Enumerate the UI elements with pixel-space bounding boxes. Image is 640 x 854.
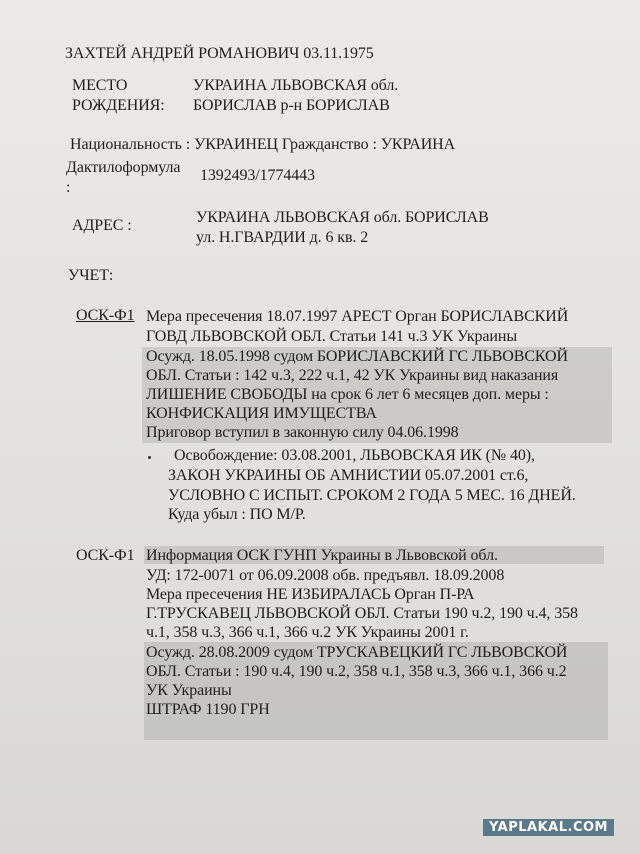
- record2-line: Информация ОСК ГУНП Украины в Львовской обл.: [146, 547, 498, 564]
- bullet-dot: [148, 456, 151, 459]
- record1-release-line: Куда убыл : ПО М/Р.: [168, 506, 306, 523]
- record2-line: ШТРАФ 1190 ГРН: [146, 701, 270, 718]
- site-watermark: YAPLAKAL.COM: [483, 819, 614, 836]
- birthplace-label-line2: РОЖДЕНИЯ:: [72, 97, 165, 114]
- record1-line: Осужд. 18.05.1998 судом БОРИСЛАВСКИЙ ГС ЛЬВОВСКОЙ: [146, 348, 568, 365]
- record1-release-line: Освобождение: 03.08.2001, ЛЬВОВСКАЯ ИК (№ 40),: [174, 447, 535, 464]
- record2-line: ч.1, 358 ч.3, 366 ч.1, 366 ч.2 УК Украины 2001 г.: [146, 624, 469, 641]
- birthplace-value-line2: БОРИСЛАВ р-н БОРИСЛАВ: [193, 97, 390, 114]
- address-label: АДРЕС :: [72, 217, 132, 234]
- record1-line: Мера пресечения 18.07.1997 АРЕСТ Орган БОРИСЛАВСКИЙ: [146, 308, 569, 325]
- record-label: УЧЕТ:: [68, 267, 114, 284]
- record2-line: УК Украины: [146, 682, 232, 699]
- record2-code: ОСК-Ф1: [76, 547, 135, 564]
- dactyl-label-line2: :: [66, 179, 71, 196]
- record2-line: Г.ТРУСКАВЕЦ ЛЬВОВСКОЙ ОБЛ. Статьи 190 ч.2, 190 ч.4, 358: [146, 605, 578, 622]
- dactyl-label-line1: Дактилоформула: [66, 159, 181, 176]
- record2-line: ОБЛ. Статьи : 190 ч.4, 190 ч.2, 358 ч.1, 358 ч.3, 366 ч.1, 366 ч.2: [146, 663, 567, 680]
- record1-line: КОНФИСКАЦИЯ ИМУЩЕСТВА: [146, 405, 377, 422]
- record1-line: ГОВД ЛЬВОВСКОЙ ОБЛ. Статьи 141 ч.3 УК Украины: [146, 328, 517, 345]
- record2-line: Осужд. 28.08.2009 судом ТРУСКАВЕЦКИЙ ГС ЛЬВОВСКОЙ: [146, 644, 568, 661]
- record1-line: ЛИШЕНИЕ СВОБОДЫ на срок 6 лет 6 месяцев доп. меры :: [146, 386, 549, 403]
- dactyl-value: 1392493/1774443: [200, 167, 315, 184]
- address-value-line1: УКРАИНА ЛЬВОВСКАЯ обл. БОРИСЛАВ: [196, 209, 489, 226]
- birthplace-value-line1: УКРАИНА ЛЬВОВСКАЯ обл.: [193, 77, 399, 94]
- record1-release-line: ЗАКОН УКРАИНЫ ОБ АМНИСТИИ 05.07.2001 ст.6,: [168, 467, 529, 484]
- record1-line: ОБЛ. Статьи : 142 ч.3, 222 ч.1, 42 УК Украины вид наказания: [146, 367, 559, 384]
- record1-line: Приговор вступил в законную силу 04.06.1998: [146, 424, 459, 441]
- record1-code: ОСК-Ф1: [76, 307, 135, 324]
- person-name-line: ЗАХТЕЙ АНДРЕЙ РОМАНОВИЧ 03.11.1975: [65, 45, 374, 62]
- record2-line: Мера пресечения НЕ ИЗБИРАЛАСЬ Орган П-РА: [146, 586, 475, 603]
- address-value-line2: ул. Н.ГВАРДИИ д. 6 кв. 2: [196, 229, 369, 246]
- nationality-line: Национальность : УКРАИНЕЦ Гражданство : УКРАИНА: [70, 136, 456, 153]
- record2-line: УД: 172-0071 от 06.09.2008 обв. предъявл. 18.09.2008: [146, 567, 505, 584]
- record1-release-line: УСЛОВНО С ИСПЫТ. СРОКОМ 2 ГОДА 5 МЕС. 16 ДНЕЙ.: [168, 487, 576, 504]
- birthplace-label-line1: МЕСТО: [72, 77, 128, 94]
